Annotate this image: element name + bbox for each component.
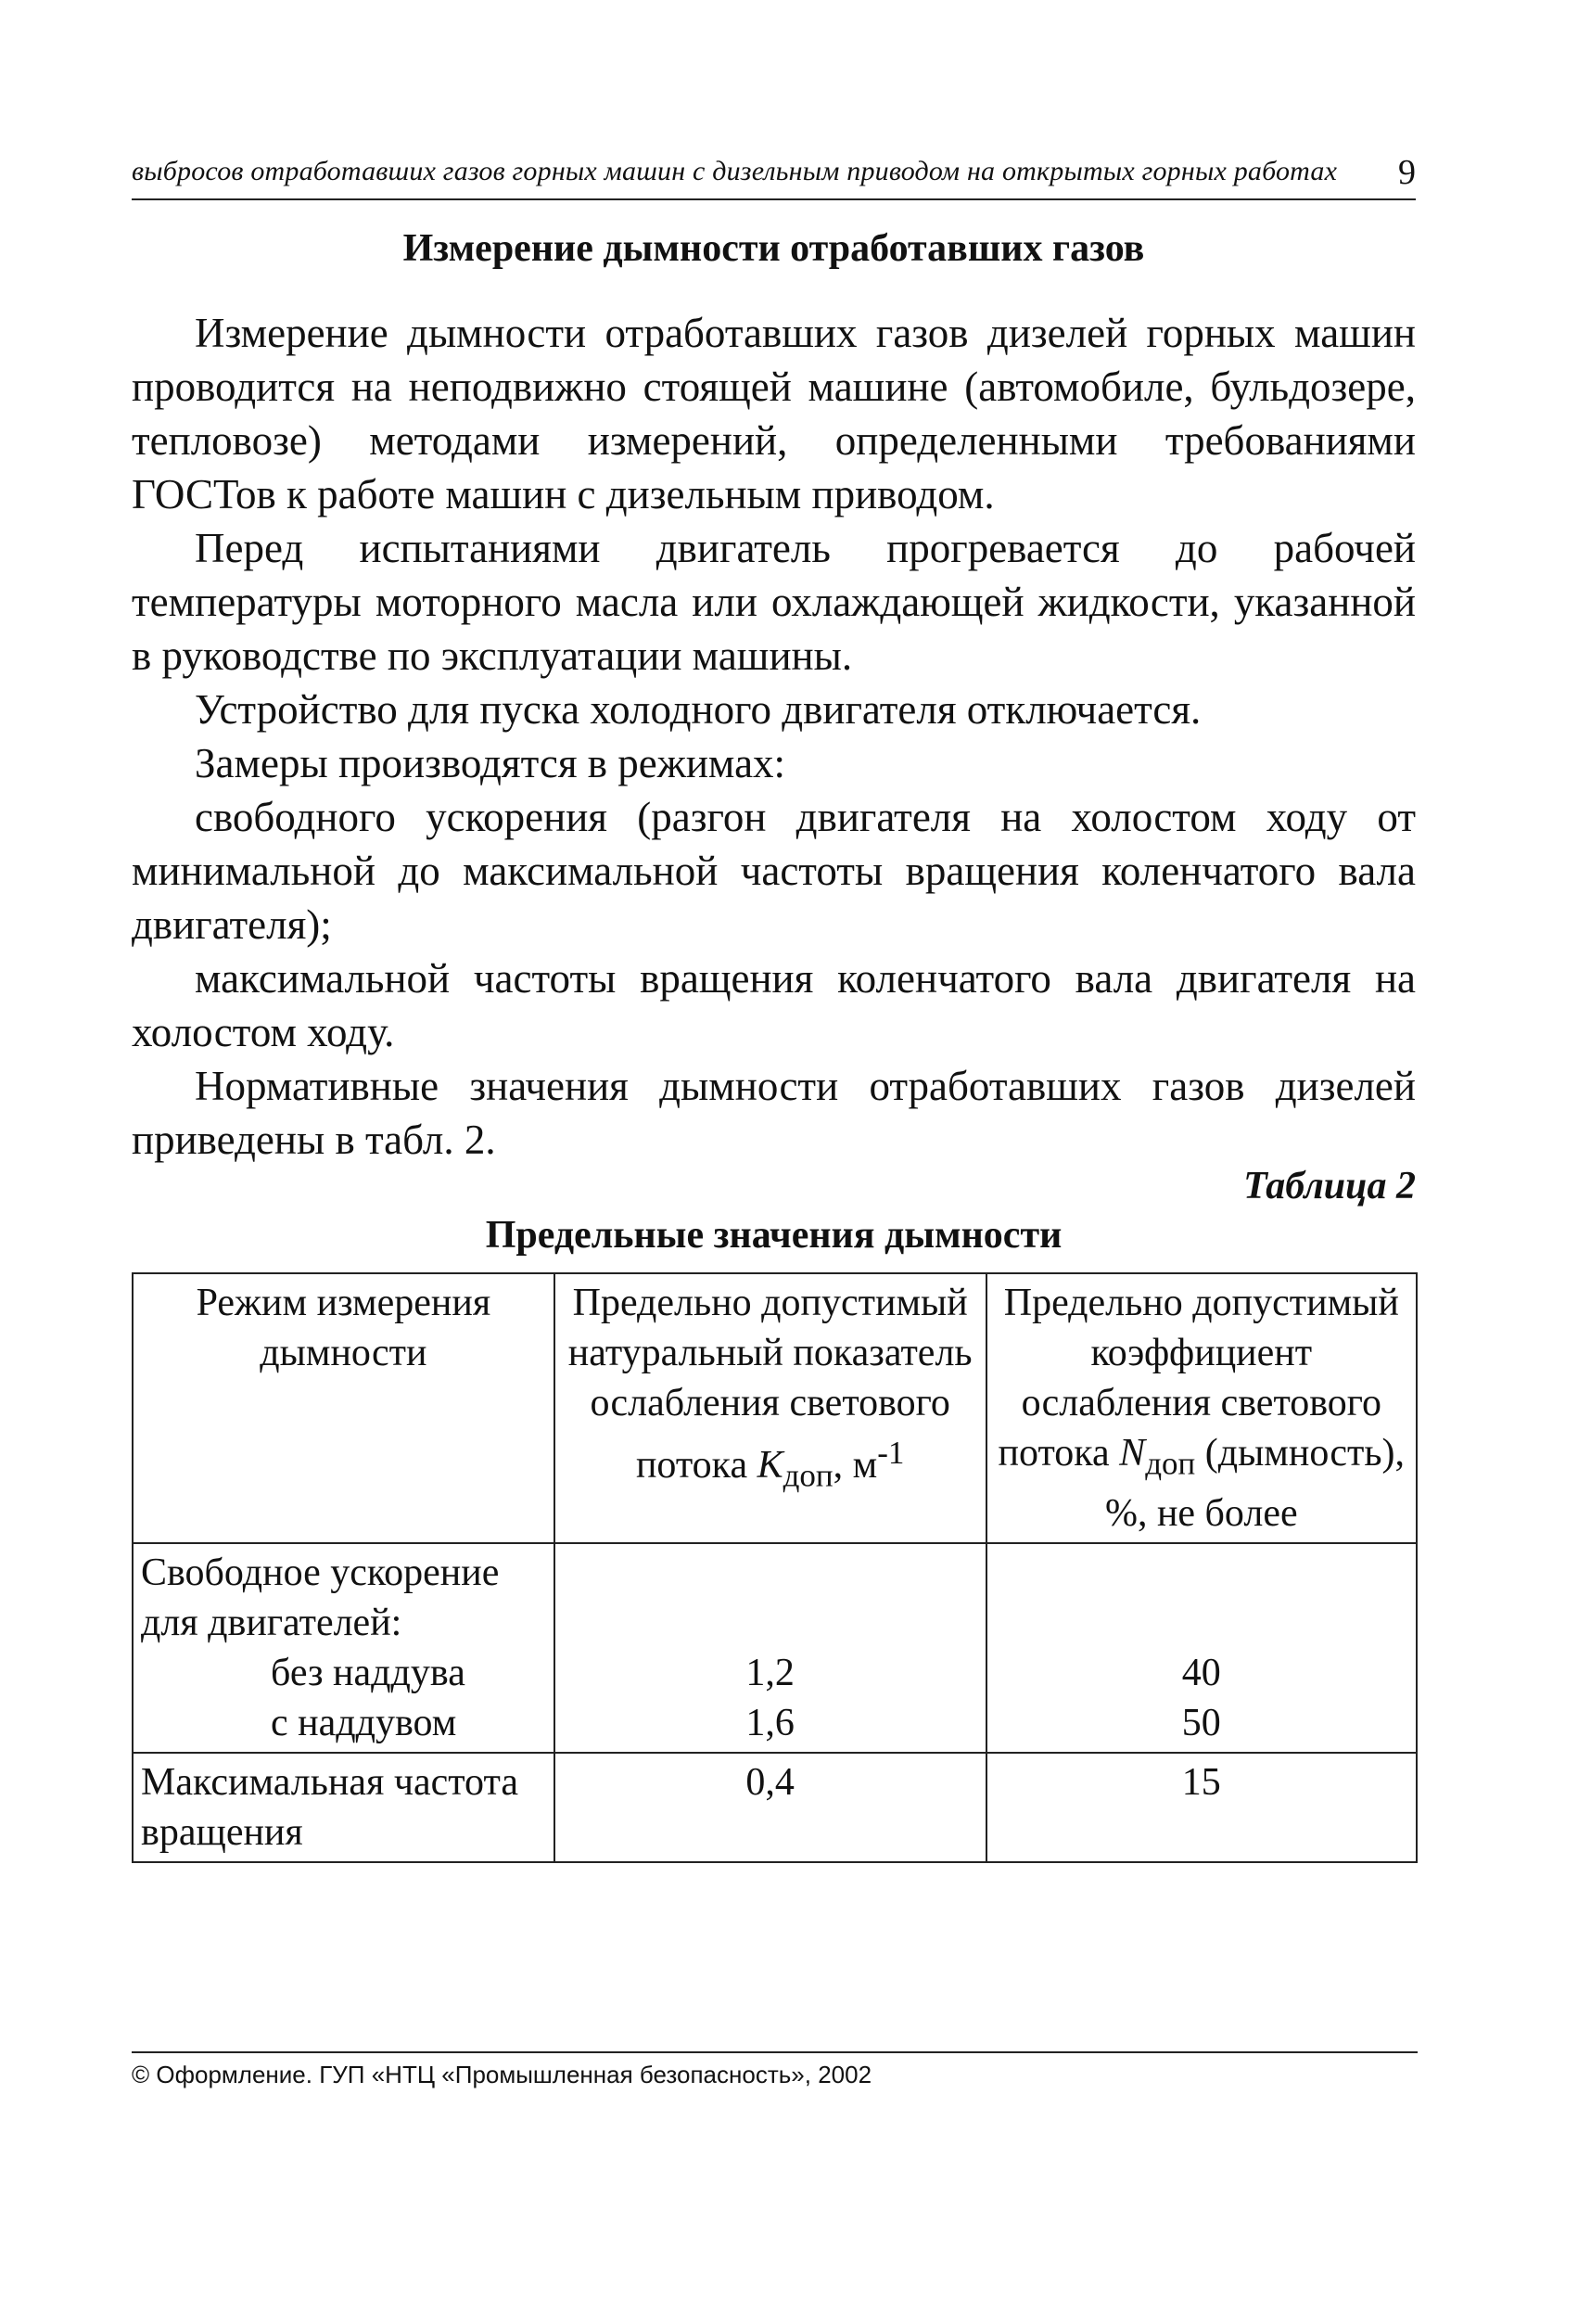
- paragraph: Устройство для пуска холодного двигателя отключается.: [195, 686, 1202, 733]
- k-unit: , м: [833, 1444, 878, 1487]
- paragraph: максимальной частоты вращения коленчатого вала двигателя на холостом ходу.: [132, 955, 1416, 1055]
- mode-cell: [133, 1753, 554, 1862]
- n-value-max-rpm: 15: [1181, 1761, 1221, 1805]
- n-subscript: доп: [1145, 1445, 1196, 1482]
- section-title: Измерение дымности отработавших газов: [402, 227, 1145, 270]
- table-label: Таблица 2: [1243, 1165, 1416, 1207]
- paragraph: Нормативные значения дымности отработавших газов дизелей приведены в табл. 2.: [132, 1063, 1416, 1163]
- k-symbol: K: [757, 1444, 783, 1487]
- n-value-no-turbo: 40: [1181, 1652, 1221, 1695]
- k-value-turbo: 1,6: [745, 1702, 795, 1745]
- page-number: 9: [1398, 153, 1416, 192]
- n-value-turbo: 50: [1181, 1702, 1221, 1745]
- header-n-limit: [986, 1273, 1417, 1543]
- header-k-limit: [554, 1273, 986, 1543]
- table-row: [133, 1753, 1417, 1862]
- paragraph: Перед испытаниями двигатель прогревается до рабочей температуры моторного масла или охлаждающей жидкости, указанной в руководстве по эксплуатации машины.: [132, 525, 1416, 679]
- running-title: выбросов отработавших газов горных машин с дизельным приводом на открытых горных работах: [132, 156, 1338, 186]
- header-k-text: Предельно допустимый натуральный показатель ослабления светового потока: [567, 1282, 973, 1487]
- paragraph: Измерение дымности отработавших газов дизелей горных машин проводится на неподвижно стоящей машине (автомобиле, бульдозере, тепловозе) методами измерений, определенными требованиями ГОСТов к работе машин с дизельным приводом.: [132, 310, 1416, 517]
- table-header-row: [133, 1273, 1417, 1543]
- mode-no-turbo: без наддува: [271, 1652, 465, 1695]
- header-n-text: Предельно допустимый коэффициент ослабления светового потока: [998, 1282, 1399, 1475]
- body-text: [132, 306, 1416, 1167]
- paragraph: свободного ускорения (разгон двигателя на холостом ходу от минимальной до максимальной частоты вращения коленчатого вала двигателя);: [132, 794, 1416, 948]
- table-title: Предельные значения дымности: [485, 1214, 1063, 1257]
- header-mode: [133, 1273, 554, 1543]
- header-n-tail: (дымность), %, не более: [1104, 1432, 1406, 1536]
- smoke-limits-table: [132, 1272, 1418, 1863]
- footer-divider: [132, 2051, 1418, 2053]
- group-label: Свободное ускорение для двигателей:: [141, 1551, 500, 1645]
- running-header: [132, 150, 1416, 200]
- k-value-no-turbo: 1,2: [745, 1652, 795, 1695]
- k-unit-power: -1: [877, 1435, 905, 1471]
- n-value-cell: [986, 1753, 1417, 1862]
- n-symbol: N: [1119, 1432, 1146, 1475]
- header-mode-text: Режим измерения дымности: [196, 1282, 491, 1374]
- k-subscript: доп: [783, 1457, 834, 1494]
- n-value-cell: [986, 1543, 1417, 1753]
- k-value-cell: [554, 1543, 986, 1753]
- table-row: [133, 1543, 1417, 1753]
- mode-cell: [133, 1543, 554, 1753]
- mode-max-rpm: Максимальная частота вращения: [141, 1761, 518, 1855]
- k-value-max-rpm: 0,4: [745, 1761, 795, 1805]
- k-value-cell: [554, 1753, 986, 1862]
- mode-turbo: с наддувом: [271, 1702, 457, 1745]
- footer-copyright: © Оформление. ГУП «НТЦ «Промышленная безопасность», 2002: [132, 2061, 872, 2088]
- paragraph: Замеры производятся в режимах:: [195, 740, 786, 786]
